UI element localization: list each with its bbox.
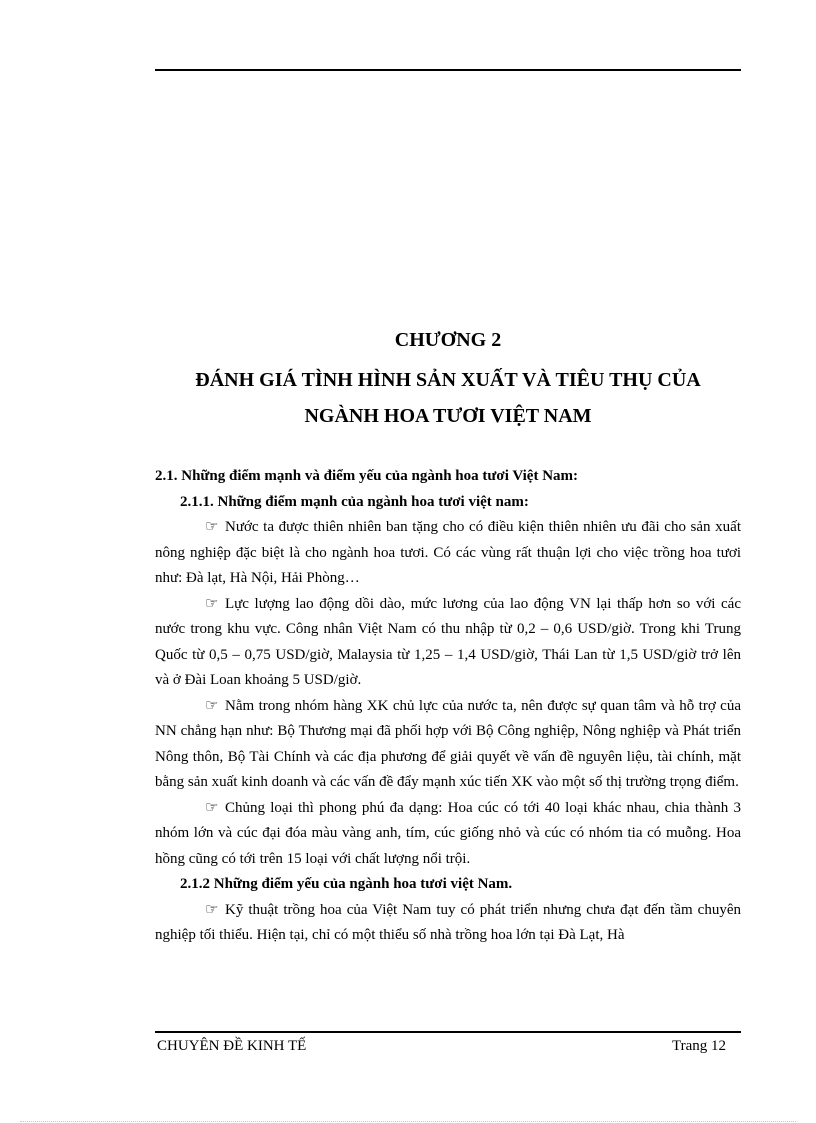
chapter-title-line-2: NGÀNH HOA TƯƠI VIỆT NAM	[304, 405, 592, 427]
section-heading-2-1: 2.1. Những điểm mạnh và điểm yếu của ngành hoa tươi Việt Nam:	[155, 468, 579, 484]
pointing-hand-icon: ☞	[205, 901, 219, 918]
subsection-heading-2-1-2: 2.1.2 Những điểm yếu của ngành hoa tươi việt Nam.	[180, 876, 513, 892]
paragraph	[155, 592, 741, 694]
paragraph-text: Chủng loại thì phong phú đa dạng: Hoa cúc có tới 40 loại khác nhau, chia thành 3 nhóm lớn và cúc đại đóa màu vàng anh, tím, cúc giống nhỏ và cúc có nhóm tia có muỗng. Hoa hồng cũng có tới trên 15 loại với chất lượng nổi trội.	[155, 799, 741, 867]
subsection-heading-2-1-1: 2.1.1. Những điểm mạnh của ngành hoa tươi việt nam:	[180, 493, 529, 510]
chapter-title	[155, 362, 741, 434]
header-rule	[155, 69, 741, 71]
chapter-title-line-1: ĐÁNH GIÁ TÌNH HÌNH SẢN XUẤT VÀ TIÊU THỤ CỦA	[195, 369, 701, 391]
paragraph-text: Lực lượng lao động dồi dào, mức lương của lao động VN lại thấp hơn so với các nước trong khu vực. Công nhân Việt Nam có thu nhập từ 0,2 – 0,6 USD/giờ. Trong khi Trung Quốc từ 0,5 – 0,75 USD/giờ, Malaysia từ 1,25 – 1,4 USD/giờ, Thái Lan từ 1,5 USD/giờ trở lên và ở Đài Loan khoảng 5 USD/giờ.	[155, 595, 741, 688]
pointing-hand-icon: ☞	[205, 799, 219, 816]
pointing-hand-icon: ☞	[205, 697, 219, 714]
footer-title: CHUYÊN ĐỀ KINH TẾ	[157, 1038, 307, 1054]
paragraph	[155, 515, 741, 592]
body-text	[155, 464, 741, 949]
paragraph-text: Kỹ thuật trồng hoa của Việt Nam tuy có phát triển nhưng chưa đạt đến tầm chuyên nghiệp tối thiểu. Hiện tại, chỉ có một thiểu số nhà trồng hoa lớn tại Đà Lạt, Hà	[155, 901, 741, 943]
pointing-hand-icon: ☞	[205, 519, 219, 535]
paragraph-text: Nước ta được thiên nhiên ban tặng cho có điều kiện thiên nhiên ưu đãi cho sản xuất nông nghiệp đặc biệt là cho ngành hoa tươi. Có các vùng rất thuận lợi cho việc trồng hoa tươi như: Đà lạt, Hà Nội, Hải Phòng…	[155, 519, 741, 586]
paragraph	[155, 898, 741, 949]
paragraph-text: Nằm trong nhóm hàng XK chủ lực của nước ta, nên được sự quan tâm và hỗ trợ của NN chẳng hạn như: Bộ Thương mại đã phối hợp với Bộ Công nghiệp, Nông nghiệp và Phát triển Nông thôn, Bộ Tài Chính và các địa phương để giải quyết về vấn đề nguyên liệu, tài chính, mặt bằng sản xuất kinh doanh và các vấn đề đẩy mạnh xúc tiến XK vào một số thị trường trọng điểm.	[155, 697, 741, 790]
page-number: Trang 12	[671, 1038, 726, 1054]
page-boundary	[20, 1121, 796, 1122]
pointing-hand-icon: ☞	[205, 595, 219, 612]
footer-rule	[155, 1031, 741, 1033]
paragraph	[155, 796, 741, 873]
chapter-number: CHƯƠNG 2	[394, 329, 502, 351]
paragraph	[155, 694, 741, 796]
